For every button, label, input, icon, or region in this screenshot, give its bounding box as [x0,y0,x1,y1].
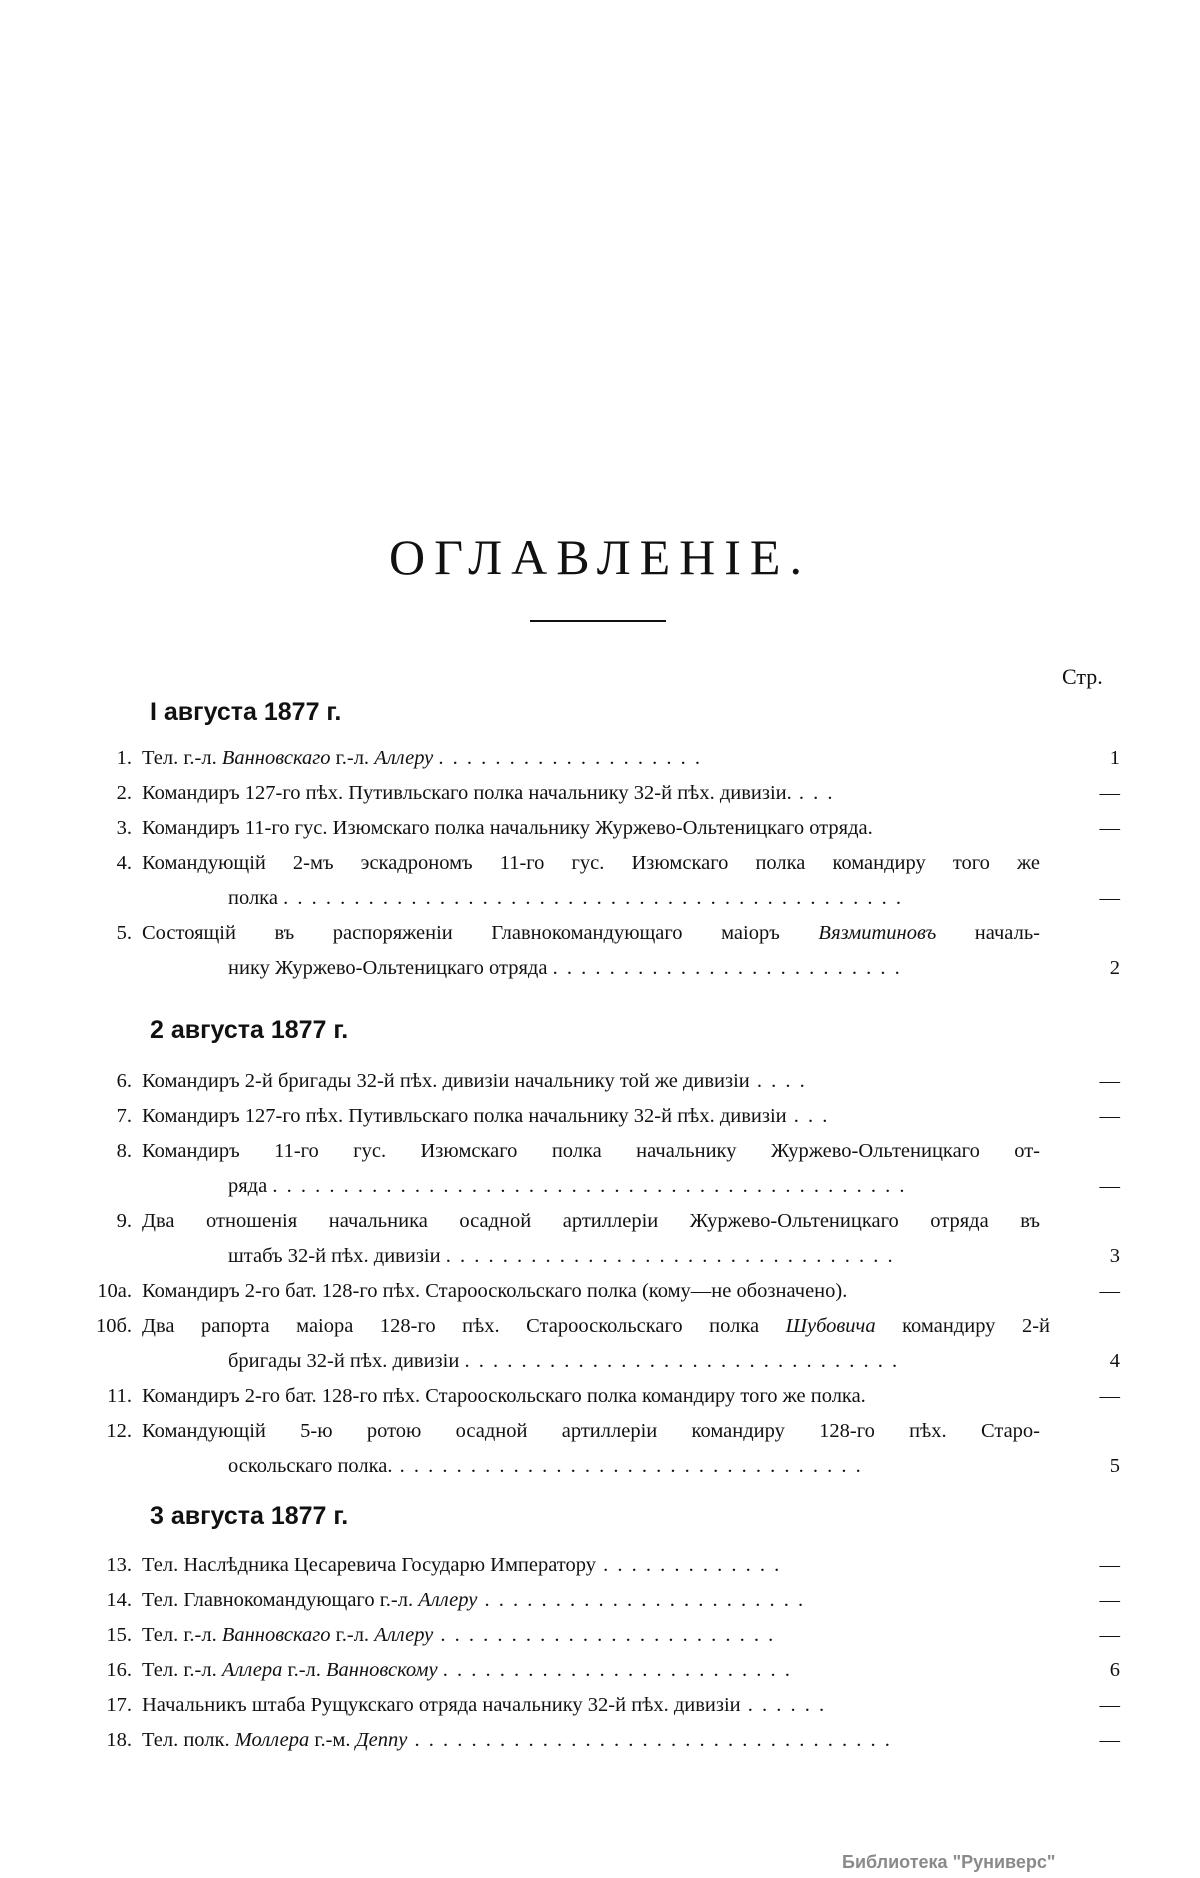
dot-leader: . . . . . . . . . . . . . . . . . . . . . . . . . [442,1659,792,1681]
entry-page: — [1099,1280,1120,1302]
entry-number: 6. [116,1070,132,1092]
toc-entry[interactable] [90,1064,1120,1099]
toc-entry[interactable] [90,1309,1120,1379]
entry-title: Командующій 5-ю ротою осадной артиллеріи командиру 128-го пѣх. Старо- [142,1420,1040,1442]
toc-entry[interactable] [90,1618,1120,1653]
toc-entry[interactable] [90,916,1120,986]
toc-entry[interactable] [90,811,1120,846]
entry-title: Командиръ 11-го гус. Изюмскаго полка начальнику Журжево-Ольтеницкаго от- [142,1140,1040,1162]
entry-page: 4 [1109,1350,1120,1372]
entry-number: 10а. [97,1280,132,1302]
entry-page: 3 [1109,1245,1120,1267]
dot-leader: . . . . . . [740,1694,827,1716]
entry-page: — [1099,1385,1120,1407]
entry-number: 12. [106,1420,132,1442]
entry-title: Тел. Главнокомандующаго г.-л. Аллеру . . . . . . . . . . . . . . . . . . . . . . . [142,1589,806,1611]
section-heading-aug-1: I августа 1877 г. [150,698,342,726]
section-heading-aug-3: 3 августа 1877 г. [150,1502,349,1530]
entry-page: — [1099,1694,1120,1716]
entry-page: — [1099,1729,1120,1751]
dot-leader: . . . . . . . . . . . . . . . . . . . . . . . [477,1589,806,1611]
entry-page: — [1099,1175,1120,1197]
toc-entry[interactable] [90,1134,1120,1204]
toc-entry[interactable] [90,776,1120,811]
toc-entry[interactable] [90,1583,1120,1618]
dot-leader: . . . . . . . . . . . . . . . . . . . . . . . . . . . . . . . . . [392,1455,863,1477]
entry-page: 5 [1109,1455,1120,1477]
entry-title: Два отношенія начальника осадной артиллеріи Журжево-Ольтеницкаго отряда въ [142,1210,1040,1232]
toc-entry[interactable] [90,846,1120,916]
entry-number: 14. [106,1589,132,1611]
entry-title: Тел. Наслѣдника Цесаревича Государю Императору . . . . . . . . . . . . . [142,1554,782,1576]
entry-title: Тел. г.-л. Ванновскаго г.-л. Аллеру . . . . . . . . . . . . . . . . . . . [142,747,703,769]
page-title: ОГЛАВЛЕНІЕ. [389,529,811,585]
entry-number: 7. [116,1105,132,1127]
page-column-label: Стр. [1062,664,1103,689]
entry-number: 17. [106,1694,132,1716]
toc-entry[interactable] [90,1688,1120,1723]
entry-number: 5. [116,922,132,944]
dot-leader: . . . . . . . . . . . . . . . . . . . [438,747,703,769]
entry-page: — [1099,1589,1120,1611]
entry-title: Командиръ 2-й бригады 32-й пѣх. дивизіи начальнику той же дивизіи . . . . [142,1070,807,1092]
entry-title-continued: полка . . . . . . . . . . . . . . . . . . . . . . . . . . . . . . . . . . . . . . . . . . . . [228,887,903,909]
entry-title-continued: бригады 32-й пѣх. дивизіи . . . . . . . . . . . . . . . . . . . . . . . . . . . . . . . [228,1350,900,1372]
entry-number: 2. [116,782,132,804]
entry-page: 2 [1109,957,1120,979]
entry-number: 15. [106,1624,132,1646]
entry-number: 3. [116,817,132,839]
toc-list-aug-1 [90,741,1120,986]
toc-entry[interactable] [90,1548,1120,1583]
entry-title: Командиръ 127-го пѣх. Путивльскаго полка начальнику 32-й пѣх. дивизіи. . . . [142,782,835,804]
toc-entry[interactable] [90,1414,1120,1484]
entry-page: — [1099,817,1120,839]
entry-page: — [1099,1624,1120,1646]
entry-page: — [1099,782,1120,804]
entry-title: Тел. г.-л. Ванновскаго г.-л. Аллеру . . . . . . . . . . . . . . . . . . . . . . . . [142,1624,776,1646]
dot-leader: . . . . . . . . . . . . . . . . . . . . . . . . . [552,957,902,979]
toc-entry[interactable] [90,1653,1120,1688]
entry-number: 18. [106,1729,132,1751]
dot-leader: . . . . . . . . . . . . . [595,1554,782,1576]
toc-entry[interactable] [90,1274,1120,1309]
entry-title-continued: штабъ 32-й пѣх. дивизіи . . . . . . . . . . . . . . . . . . . . . . . . . . . . . . . . [228,1245,895,1267]
title-divider [530,620,666,622]
entry-title: Два рапорта маіора 128-го пѣх. Старооскольскаго полка Шубовича командиру 2-й [142,1315,1050,1337]
entry-title-continued: оскольскаго полка. . . . . . . . . . . . . . . . . . . . . . . . . . . . . . . . . . [228,1455,863,1477]
entry-title-continued: нику Журжево-Ольтеницкаго отряда . . . . . . . . . . . . . . . . . . . . . . . . . [228,957,902,979]
entry-number: 9. [116,1210,132,1232]
toc-entry[interactable] [90,1379,1120,1414]
entry-number: 4. [116,852,132,874]
toc-entry[interactable] [90,1099,1120,1134]
dot-leader: . . . . . . . . . . . . . . . . . . . . . . . . . . . . . . . . . . . . . . . . . . . . . [272,1175,907,1197]
entry-title: Тел. г.-л. Аллера г.-л. Ванновскому . . . . . . . . . . . . . . . . . . . . . . . . . [142,1659,792,1681]
entry-number: 16. [106,1659,132,1681]
dot-leader: . . . . . . . . . . . . . . . . . . . . . . . . . . . . . . . [464,1350,900,1372]
entry-page: — [1099,1105,1120,1127]
entry-number: 1. [116,747,132,769]
library-watermark: Библиотека "Руниверс" [842,1852,1056,1872]
entry-title: Командующій 2-мъ эскадрономъ 11-го гус. Изюмскаго полка командиру того же [142,852,1040,874]
toc-list-aug-3 [90,1548,1120,1758]
toc-entry[interactable] [90,1204,1120,1274]
dot-leader: . . . . [749,1070,807,1092]
toc-entry[interactable] [90,1723,1120,1758]
toc-list-aug-2 [90,1064,1120,1484]
entry-title: Состоящій въ распоряженіи Главнокомандующаго маіоръ Вязмитиновъ началь- [142,922,1040,944]
entry-page: — [1099,887,1120,909]
entry-number: 11. [107,1385,132,1407]
entry-number: 13. [106,1554,132,1576]
dot-leader: . . . . . . . . . . . . . . . . . . . . . . . . . . . . . . . . . . [407,1729,892,1751]
entry-title-continued: ряда . . . . . . . . . . . . . . . . . . . . . . . . . . . . . . . . . . . . . . . . . . . . . [228,1175,907,1197]
toc-entry[interactable] [90,741,1120,776]
entry-title: Начальникъ штаба Рущукскаго отряда начальнику 32-й пѣх. дивизіи . . . . . . [142,1694,827,1716]
dot-leader: . . . . . . . . . . . . . . . . . . . . . . . . [433,1624,776,1646]
entry-title: Командиръ 2-го бат. 128-го пѣх. Старооскольскаго полка командиру того же полка. [142,1385,866,1407]
dot-leader: . . . . . . . . . . . . . . . . . . . . . . . . . . . . . . . . . . . . . . . . . . . . [283,887,903,909]
entry-number: 10б. [95,1315,132,1337]
entry-number: 8. [116,1140,132,1162]
dot-leader: . . . [786,1105,830,1127]
entry-title: Командиръ 11-го гус. Изюмскаго полка начальнику Журжево-Ольтеницкаго отряда. [142,817,873,839]
section-heading-aug-2: 2 августа 1877 г. [150,1016,349,1044]
dot-leader: . . . [791,782,835,804]
entry-page: 6 [1109,1659,1120,1681]
entry-page: — [1099,1070,1120,1092]
entry-title: Тел. полк. Моллера г.-м. Деппу . . . . . . . . . . . . . . . . . . . . . . . . . . . . . . . . . . [142,1729,892,1751]
entry-page: — [1099,1554,1120,1576]
dot-leader: . . . . . . . . . . . . . . . . . . . . . . . . . . . . . . . . [445,1245,895,1267]
entry-page: 1 [1109,747,1120,769]
entry-title: Командиръ 127-го пѣх. Путивльскаго полка начальнику 32-й пѣх. дивизіи . . . [142,1105,830,1127]
entry-title: Командиръ 2-го бат. 128-го пѣх. Старооскольскаго полка (кому—не обозначено). [142,1280,848,1302]
